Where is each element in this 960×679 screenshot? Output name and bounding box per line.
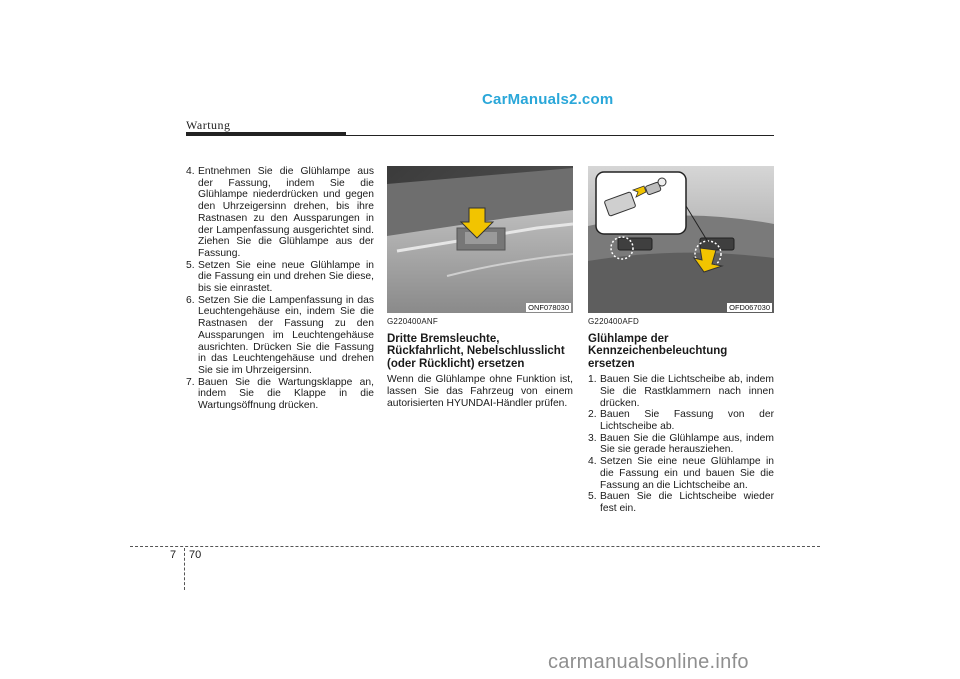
section-heading: Glühlampe der Kennzeichenbeleuchtung ersetzen (588, 332, 728, 370)
figure-illustration (387, 166, 573, 313)
figure-code: ONF078030 (528, 303, 569, 312)
page-number: 70 (189, 549, 202, 561)
list-item: 7. Bauen Sie die Wartungsklappe an, indem Sie die Klappe in die Wartungsöffnung drücken. (186, 376, 374, 412)
list-item: 6. Setzen Sie die Lampenfassung in das Leuchtengehäuse ein, indem Sie die Rastnasen der Fassung zu den Aussparungen im Leuchtengehäuse ausrichten. Drücken Sie die Fassung in das Leuchtengehäuse und drehen Sie sie im Uhrzeigersinn. (186, 294, 374, 376)
list-item: 2. Bauen Sie Fassung von der Lichtscheibe ab. (588, 409, 774, 433)
column-1 (186, 166, 374, 412)
list-item: 5. Bauen Sie die Lichtscheibe wieder fest ein. (588, 491, 774, 514)
footer-rule (130, 546, 820, 547)
chapter-number: 7 (170, 549, 177, 561)
site-logo[interactable]: CarManuals2.com (482, 91, 614, 108)
column-3 (588, 316, 774, 515)
figure-license-plate-light (588, 166, 774, 313)
steps-list (588, 374, 774, 514)
header-rule-accent (186, 132, 346, 136)
list-item: 5. Setzen Sie eine neue Glühlampe in die Fassung ein und drehen Sie diese, bis sie einrastet. (186, 259, 374, 295)
column-2 (387, 316, 573, 409)
list-item: 4. Setzen Sie eine neue Glühlampe in die Fassung ein und bauen Sie die Fassung an die Lichtscheibe an. (588, 456, 774, 491)
figure-code: OFD067030 (729, 303, 770, 312)
watermark: carmanualsonline.info (548, 651, 749, 673)
list-item: 3. Bauen Sie die Glühlampe aus, indem Sie sie gerade herausziehen. (588, 432, 774, 456)
section-title: Wartung (186, 118, 231, 132)
section-heading: Dritte Bremsleuchte, Rückfahrlicht, Nebelschlusslicht (oder Rücklicht) ersetzen (387, 332, 565, 370)
section-code: G220400AFD (588, 317, 639, 326)
body-paragraph: Wenn die Glühlampe ohne Funktion ist, lassen Sie das Fahrzeug von einem autorisierten HYUNDAI-Händler prüfen. (387, 374, 573, 409)
figure-third-brake-light (387, 166, 573, 313)
list-item: 4. Entnehmen Sie die Glühlampe aus der Fassung, indem Sie die Glühlampe niederdrücken und gegen den Uhrzeigersinn drehen, bis ihre Rastnasen zu den Aussparungen in der Lampenfassung ausgerichtet sind. Ziehen Sie die Glühlampe aus der Fassung. (186, 166, 374, 259)
figure-illustration (588, 166, 774, 313)
section-code: G220400ANF (387, 317, 438, 326)
list-item: 1. Bauen Sie die Lichtscheibe ab, indem Sie die Rastklammern nach innen drücken. (588, 374, 774, 409)
footer-divider (184, 548, 185, 590)
steps-list (186, 166, 374, 412)
